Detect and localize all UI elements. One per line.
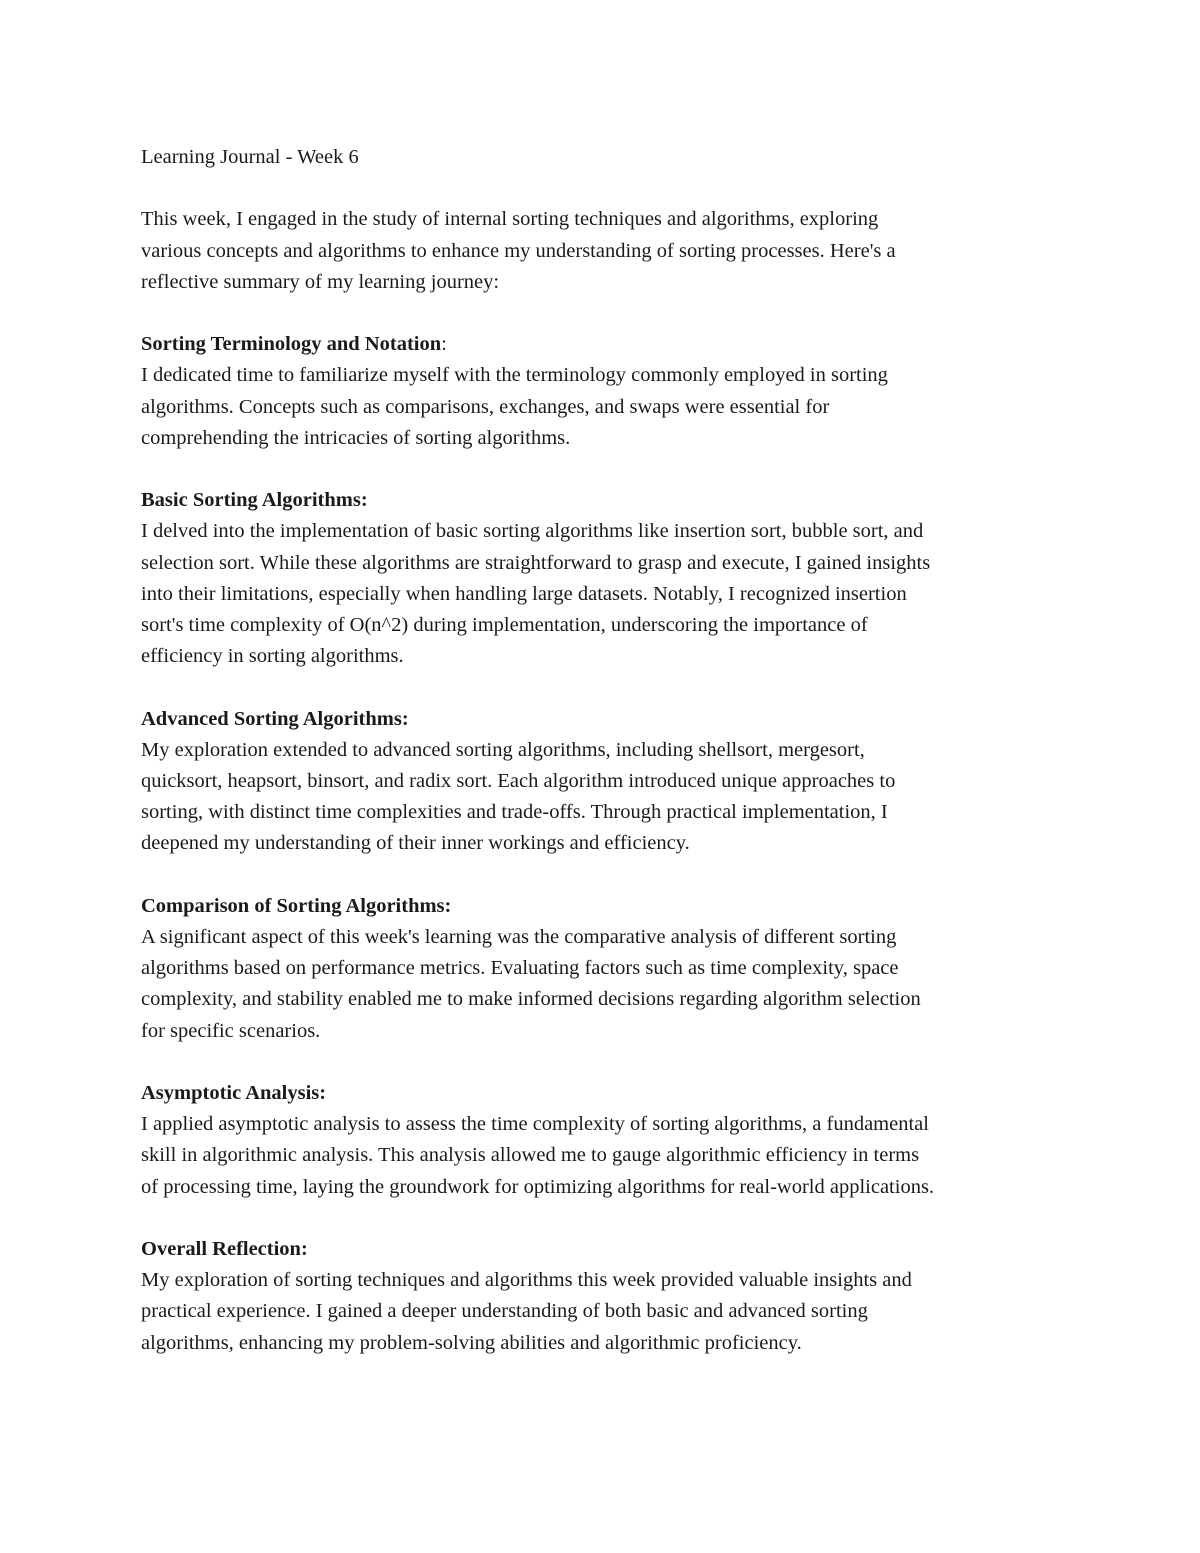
spacer [141, 454, 1071, 485]
section-line: for specific scenarios. [141, 1019, 321, 1042]
section-line: comprehending the intricacies of sorting algorithms. [141, 426, 571, 449]
spacer [141, 1047, 1071, 1078]
section-line: I dedicated time to familiarize myself with the terminology commonly employed in sorting [141, 364, 888, 387]
section-line: of processing time, laying the groundwork for optimizing algorithms for real-world applications. [141, 1175, 935, 1198]
section-advanced-sorting [141, 704, 1071, 860]
intro-line: reflective summary of my learning journey: [141, 270, 500, 293]
section-heading: Comparison of Sorting Algorithms: [141, 894, 452, 917]
section-line: complexity, and stability enabled me to make informed decisions regarding algorithm selection [141, 988, 921, 1011]
section-line: sorting, with distinct time complexities and trade-offs. Through practical implementation, I [141, 801, 888, 824]
spacer [141, 298, 1071, 329]
section-line: My exploration of sorting techniques and algorithms this week provided valuable insights and [141, 1269, 912, 1292]
section-line: I delved into the implementation of basic sorting algorithms like insertion sort, bubble sort, and [141, 520, 924, 543]
section-basic-sorting [141, 485, 1071, 672]
section-line: I applied asymptotic analysis to assess the time complexity of sorting algorithms, a fundamental [141, 1113, 929, 1136]
section-line: skill in algorithmic analysis. This analysis allowed me to gauge algorithmic efficiency in terms [141, 1144, 920, 1167]
intro-paragraph [141, 204, 1071, 298]
section-line: into their limitations, especially when handling large datasets. Notably, I recognized insertion [141, 582, 907, 605]
section-heading: Basic Sorting Algorithms: [141, 489, 368, 512]
section-heading: Advanced Sorting Algorithms: [141, 707, 409, 730]
section-line: sort's time complexity of O(n^2) during implementation, underscoring the importance of [141, 614, 868, 636]
spacer [141, 173, 1071, 204]
section-heading-line [141, 329, 1071, 360]
document-body [141, 142, 1071, 1359]
section-heading: Asymptotic Analysis: [141, 1082, 327, 1104]
intro-line: various concepts and algorithms to enhance my understanding of sorting processes. Here's a [141, 239, 896, 262]
section-line: algorithms. Concepts such as comparisons, exchanges, and swaps were essential for [141, 395, 830, 418]
spacer [141, 1203, 1071, 1234]
section-heading: Sorting Terminology and Notation [141, 333, 442, 356]
intro-line: This week, I engaged in the study of internal sorting techniques and algorithms, exploring [141, 208, 879, 231]
section-line: practical experience. I gained a deeper understanding of both basic and advanced sorting [141, 1300, 868, 1323]
section-line: efficiency in sorting algorithms. [141, 645, 404, 668]
section-heading-suffix: : [441, 333, 447, 356]
section-line: A significant aspect of this week's learning was the comparative analysis of different sorting [141, 926, 897, 948]
section-line: algorithms based on performance metrics. Evaluating factors such as time complexity, space [141, 957, 899, 980]
section-line: algorithms, enhancing my problem-solving abilities and algorithmic proficiency. [141, 1331, 802, 1354]
section-sorting-terminology [141, 329, 1071, 454]
section-asymptotic-analysis [141, 1078, 1071, 1203]
spacer [141, 860, 1071, 891]
section-line: selection sort. While these algorithms are straightforward to grasp and execute, I gained insights [141, 551, 931, 574]
document-title: Learning Journal - Week 6 [141, 146, 359, 168]
section-line: quicksort, heapsort, binsort, and radix sort. Each algorithm introduced unique approaches to [141, 770, 896, 792]
section-overall-reflection [141, 1234, 1071, 1359]
section-line: deepened my understanding of their inner workings and efficiency. [141, 832, 690, 855]
section-line: My exploration extended to advanced sorting algorithms, including shellsort, mergesort, [141, 738, 865, 761]
spacer [141, 672, 1071, 703]
section-heading: Overall Reflection: [141, 1238, 308, 1260]
section-comparison [141, 891, 1071, 1047]
